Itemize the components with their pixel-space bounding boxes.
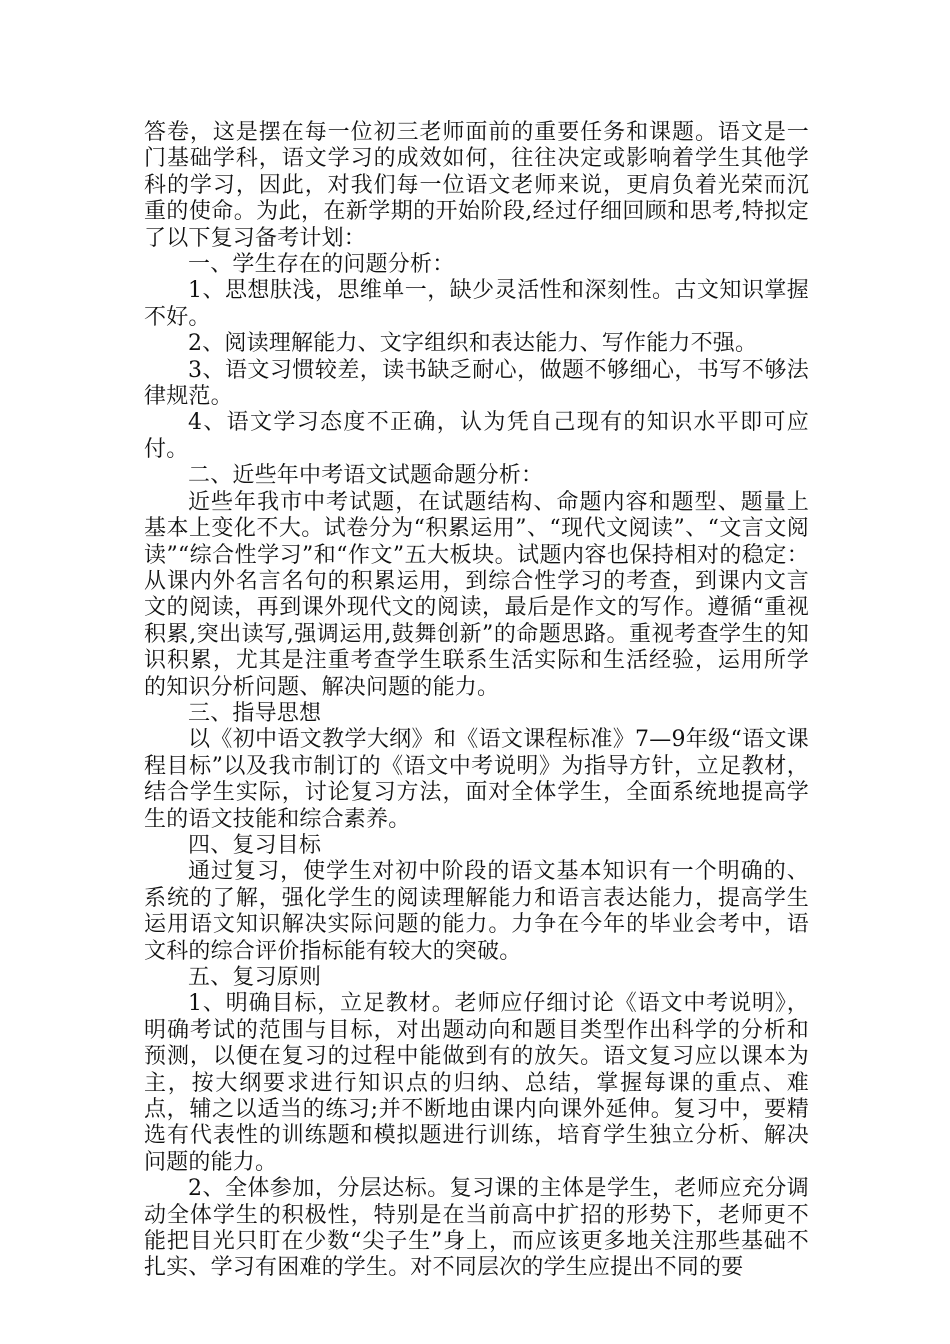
heading-exam-analysis: 二、近些年中考语文试题命题分析： bbox=[188, 463, 544, 489]
paragraph-principle-2: 2、全体参加，分层达标。复习课的主体是学生，老师应充分调动全体学生的积极性，特别是在当前高中扩招的形势下，老师更不能把目光只盯在少数“尖子生”身上，而应该更多地关注那些基础不扎实、学习有困难的学生。对不同层次的学生应提出不同的要 bbox=[144, 1176, 809, 1281]
heading-review-principles: 五、复习原则 bbox=[188, 965, 322, 990]
paragraph-review-goals: 通过复习，使学生对初中阶段的语文基本知识有一个明确的、系统的了解，强化学生的阅读理解能力和语言表达能力，提高学生运用语文知识解决实际问题的能力。力争在今年的毕业会考中，语文科的综合评价指标能有较大的突破。 bbox=[144, 859, 809, 964]
heading-problem-analysis: 一、学生存在的问题分析： bbox=[188, 252, 455, 278]
list-item-problem-1: 1、思想肤浅，思维单一，缺少灵活性和深刻性。古文知识掌握不好。 bbox=[144, 278, 809, 330]
paragraph-intro: 答卷，这是摆在每一位初三老师面前的重要任务和课题。语文是一门基础学科，语文学习的成效如何，往往决定或影响着学生其他学科的学习，因此，对我们每一位语文老师来说，更肩负着光荣而沉重的使命。为此，在新学期的开始阶段,经过仔细回顾和思考,特拟定了以下复习备考计划： bbox=[144, 120, 809, 251]
list-item-problem-3: 3、语文习惯较差，读书缺乏耐心，做题不够细心，书写不够法律规范。 bbox=[144, 357, 809, 410]
document-page bbox=[144, 120, 809, 1282]
paragraph-principle-1: 1、明确目标，立足教材。老师应仔细讨论《语文中考说明》，明确考试的范围与目标，对出题动向和题目类型作出科学的分析和预测，以便在复习的过程中能做到有的放矢。语文复习应以课本为主，按大纲要求进行知识点的归纳、总结，掌握每课的重点、难点，辅之以适当的练习;并不断地由课内向课外延伸。复习中，要精选有代表性的训练题和模拟题进行训练，培育学生独立分析、解决问题的能力。 bbox=[144, 991, 809, 1175]
list-item-problem-4: 4、语文学习态度不正确，认为凭自己现有的知识水平即可应付。 bbox=[144, 410, 809, 462]
list-item-problem-2: 2、阅读理解能力、文字组织和表达能力、写作能力不强。 bbox=[188, 331, 758, 357]
paragraph-guiding-ideology: 以《初中语文教学大纲》和《语文课程标准》7—9年级“语文课程目标”以及我市制订的《语文中考说明》为指导方针，立足教材，结合学生实际，讨论复习方法，面对全体学生，全面系统地提高学生的语文技能和综合素养。 bbox=[144, 727, 809, 832]
heading-guiding-ideology: 三、指导思想 bbox=[188, 700, 322, 726]
paragraph-exam-analysis: 近些年我市中考试题，在试题结构、命题内容和题型、题量上基本上变化不大。试卷分为“积累运用”、“现代文阅读”、“文言文阅读”“综合性学习”和“作文”五大板块。试题内容也保持相对的稳定：从课内外名言名句的积累运用，到综合性学习的考查，到课内文言文的阅读，再到课外现代文的阅读，最后是作文的写作。遵循“重视积累,突出读写,强调运用,鼓舞创新”的命题思路。重视考查学生的知识积累，尤其是注重考查学生联系生活实际和生活经验，运用所学的知识分析问题、解决问题的能力。 bbox=[144, 489, 809, 700]
heading-review-goals: 四、复习目标 bbox=[188, 832, 322, 858]
